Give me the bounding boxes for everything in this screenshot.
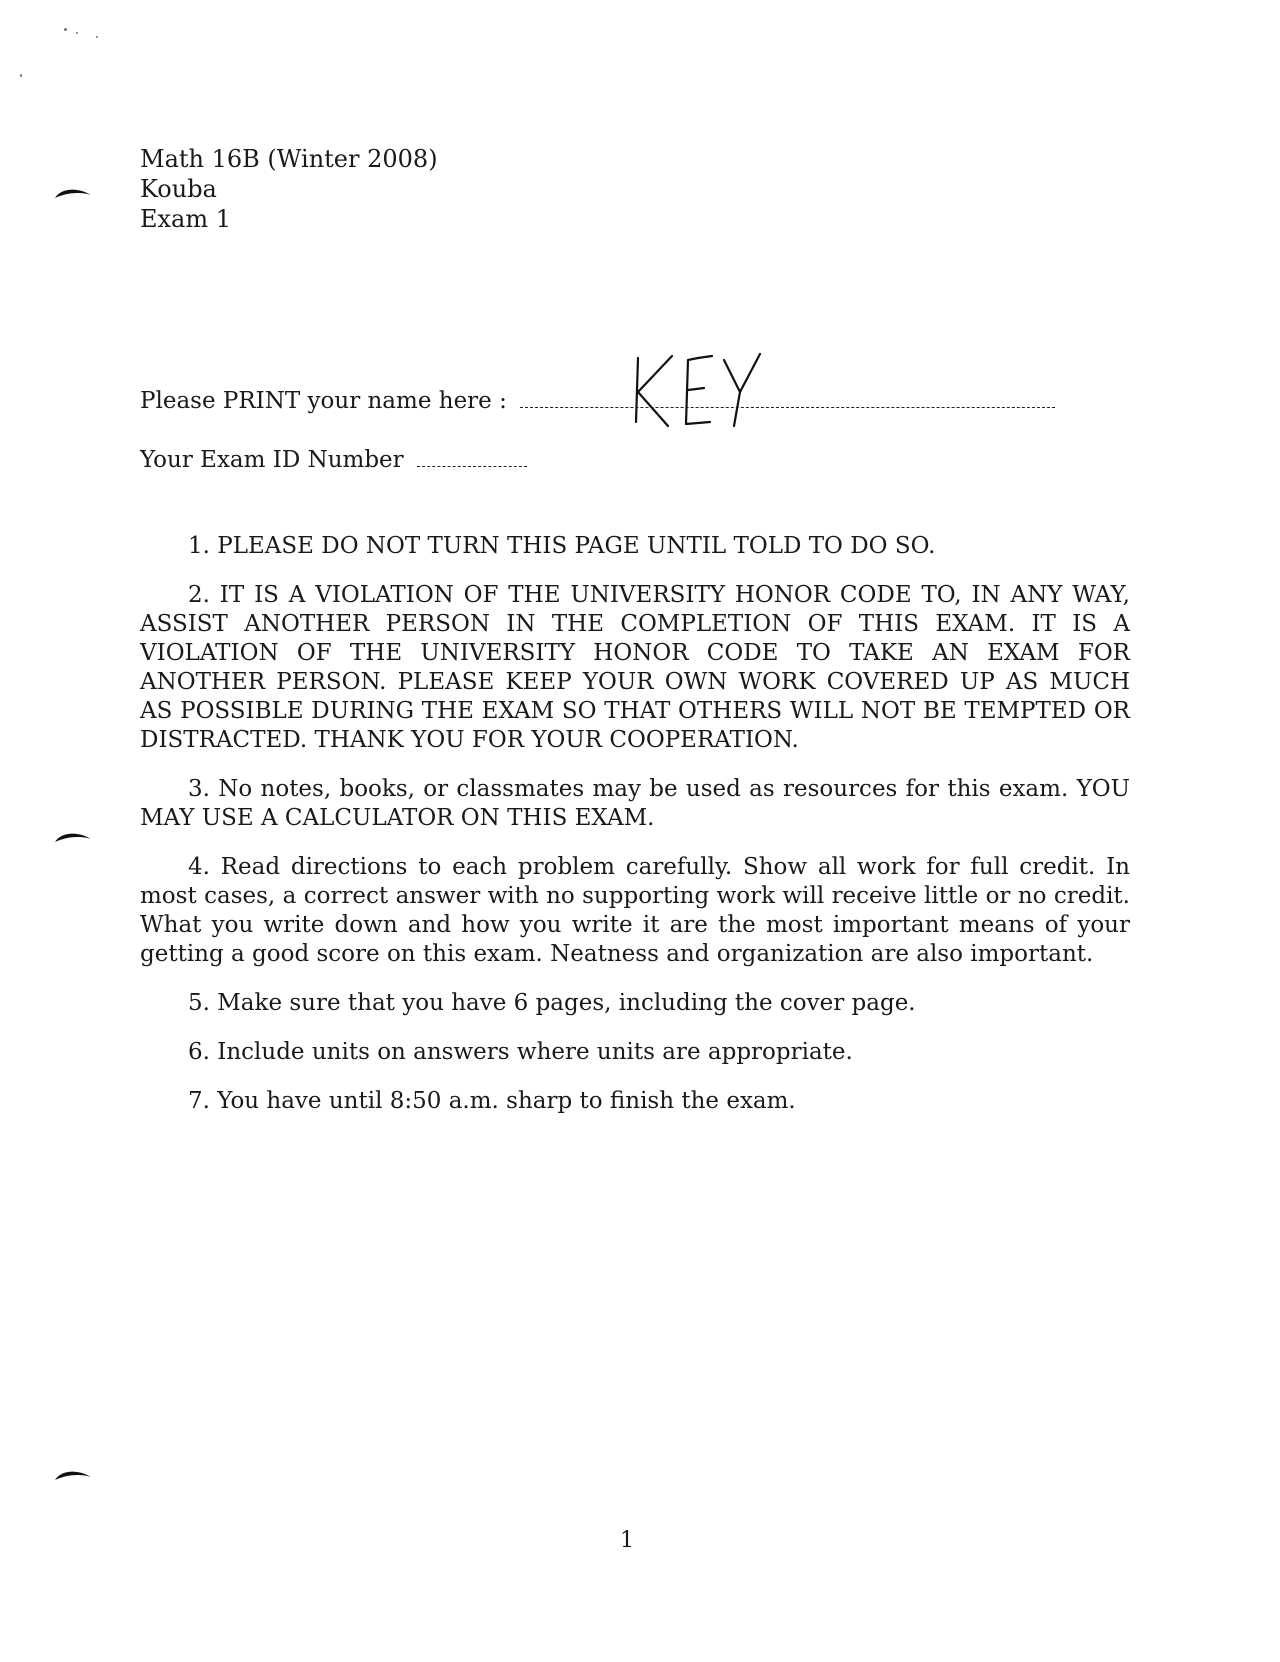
scan-speck <box>76 32 78 34</box>
page-number: 1 <box>620 1528 634 1553</box>
instruction-item: 5. Make sure that you have 6 pages, including the cover page. <box>188 990 916 1016</box>
punch-hole-mark <box>54 1468 92 1482</box>
name-blank-line[interactable] <box>520 406 1055 408</box>
punch-hole-mark <box>54 830 92 844</box>
exam-id-label: Your Exam ID Number <box>140 447 404 473</box>
exam-header <box>140 144 438 234</box>
punch-hole-mark <box>54 186 92 200</box>
instruction-item: 7. You have until 8:50 a.m. sharp to finish the exam. <box>188 1088 796 1114</box>
scan-speck <box>20 74 22 77</box>
course-title: Math 16B (Winter 2008) <box>140 145 438 173</box>
instructions-list <box>140 532 1130 1136</box>
scan-speck <box>64 28 67 31</box>
instruction-item: 2. IT IS A VIOLATION OF THE UNIVERSITY HONOR CODE TO, IN ANY WAY, ASSIST ANOTHER PERSON IN THE COMPLETION OF THIS EXAM. IT IS A VIOLATION OF THE UNIVERSITY HONOR CODE TO TAKE AN EXAM FOR ANOTHER PERSON. PLEASE KEEP YOUR OWN WORK COVERED UP AS MUCH AS POSSIBLE DURING THE EXAM SO THAT OTHERS WILL NOT BE TEMPTED OR DISTRACTED. THANK YOU FOR YOUR COOPERATION. <box>140 582 1130 753</box>
exam-id-field-row <box>140 447 527 473</box>
exam-id-blank-line[interactable] <box>417 465 527 467</box>
instruction-item: 1. PLEASE DO NOT TURN THIS PAGE UNTIL TOLD TO DO SO. <box>188 533 936 559</box>
handwritten-name-key <box>628 352 768 430</box>
name-label: Please PRINT your name here : <box>140 388 507 414</box>
instructor-name: Kouba <box>140 175 217 203</box>
instruction-item: 3. No notes, books, or classmates may be used as resources for this exam. YOU MAY USE A CALCULATOR ON THIS EXAM. <box>140 776 1130 831</box>
instruction-item: 4. Read directions to each problem carefully. Show all work for full credit. In most cases, a correct answer with no supporting work will receive little or no credit. What you write down and how you write it are the most important means of your getting a good score on this exam. Neatness and organization are also important. <box>140 854 1130 967</box>
instruction-item: 6. Include units on answers where units are appropriate. <box>188 1039 853 1065</box>
name-field-row <box>140 388 1055 414</box>
scan-speck <box>96 36 98 38</box>
exam-title: Exam 1 <box>140 205 232 233</box>
